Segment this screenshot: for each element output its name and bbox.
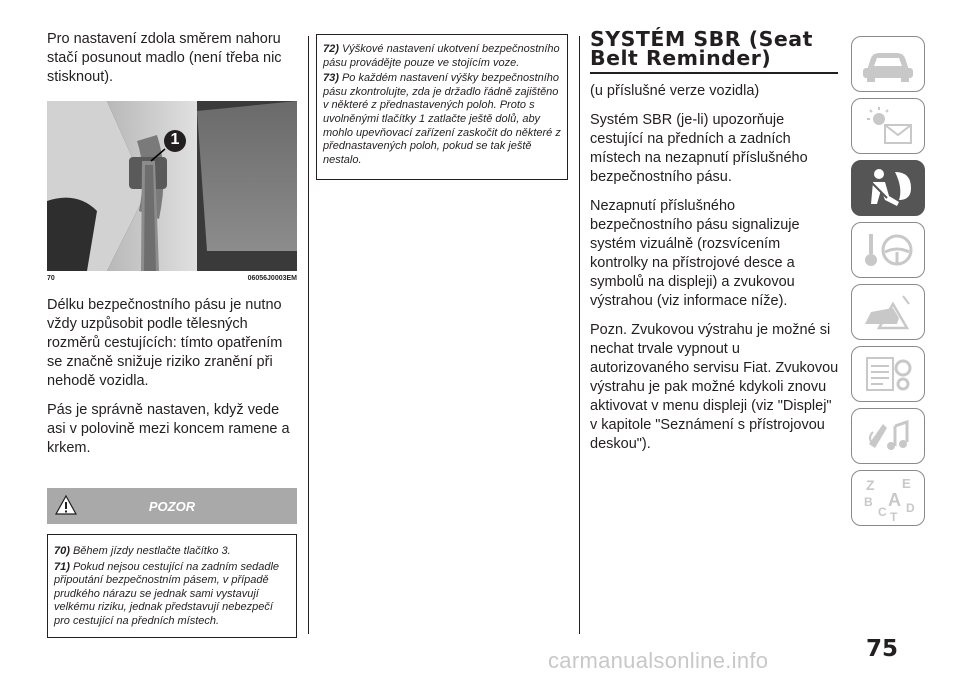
tab-index[interactable] <box>851 470 925 526</box>
tab-car[interactable] <box>851 36 925 92</box>
note-number: 71) <box>54 560 70 573</box>
column-divider <box>308 36 309 634</box>
chapter-tabs <box>851 36 927 532</box>
tab-starting-driving[interactable] <box>851 222 925 278</box>
body-paragraph: Délku bezpečnostního pásu je nutno vždy uzpůsobit podle tělesných rozměrů cestujících: tímto opatřením se značně snižuje riziko zranění při nehodě vozidla. <box>47 297 283 389</box>
car-icon <box>859 44 917 84</box>
body-paragraph: Nezapnutí příslušného bezpečnostního pásu signalizuje systém vizuálně (rozsvícením kontrolky na přístrojové desce a symbolů na displeji) a zvukovou výstrahou (viz informace níže). <box>590 198 800 309</box>
index-letter: C <box>878 505 887 519</box>
body-paragraph: Pás je správně nastaven, když vede asi v polovině mezi koncem ramene a krkem. <box>47 402 290 456</box>
note-item <box>323 72 561 167</box>
note-text: Pokud nejsou cestující na zadním sedadle připoutání bezpečnostním pásem, v případě prudkého nárazu se jednak sami vystavují velkému riziku, jednak představují nebezpečí pro cestující na předních místech. <box>54 560 280 627</box>
accident-icon <box>859 290 917 334</box>
index-letter: Z <box>866 477 875 493</box>
left-column <box>47 30 297 638</box>
tab-emergency[interactable] <box>851 284 925 340</box>
middle-column <box>316 34 568 180</box>
multimedia-icon <box>859 414 917 458</box>
figure-number: 70 <box>47 275 55 282</box>
tab-maintenance[interactable] <box>851 346 925 402</box>
photo-illustration <box>47 101 297 271</box>
note-number: 70) <box>54 545 70 557</box>
note-text: Výškové nastavení ukotvení bezpečnostního pásu provádějte pouze ve stojícím voze. <box>323 43 560 69</box>
figure-code: 06056J0003EM <box>247 275 297 282</box>
alphabetical-index-icon <box>858 474 918 522</box>
warning-notes-box <box>47 534 297 638</box>
index-letter: D <box>906 501 915 515</box>
warning-header <box>47 488 297 524</box>
index-letter: E <box>902 476 911 491</box>
body-paragraph: Systém SBR (je-li) upozorňuje cestující na předních a zadních místech na nezapnutí příslušného bezpečnostního pásu. <box>590 112 808 185</box>
note-item <box>54 561 290 629</box>
note-number: 72) <box>323 43 339 55</box>
note-item <box>54 545 290 559</box>
section-heading <box>590 27 840 70</box>
note-item <box>323 43 561 70</box>
body-paragraph: Pozn. Zvukovou výstrahu je možné si nechat trvale vypnout u autorizovaného servisu Fiat. Zvukovou výstrahu je pak možné kdykoli znovu aktivovat v menu displeji (viz "Displej" v kapitole "Seznámení s přístrojovou deskou"). <box>590 322 839 452</box>
tab-warning-lights[interactable] <box>851 98 925 154</box>
section-heading-line: SYSTÉM SBR (Seat <box>590 27 813 51</box>
tab-multimedia[interactable] <box>851 408 925 464</box>
warning-title: POZOR <box>148 499 196 514</box>
heading-underline <box>590 72 838 74</box>
callout-number: 1 <box>170 131 180 148</box>
page-number: 75 <box>866 636 899 662</box>
warning-notes-box <box>316 34 568 180</box>
column-divider <box>579 36 580 634</box>
note-text: Během jízdy nestlačte tlačítko 3. <box>72 545 231 557</box>
intro-paragraph: Pro nastavení zdola směrem nahoru stačí posunout madlo (není třeba nic stisknout). <box>47 31 282 85</box>
index-letter: A <box>888 490 901 510</box>
note-number: 73) <box>323 72 339 85</box>
section-heading-line: Belt Reminder) <box>590 46 772 70</box>
index-letter: T <box>890 510 898 522</box>
warning-lights-icon <box>859 105 917 147</box>
key-steering-wheel-icon <box>859 228 917 272</box>
watermark: carmanualsonline.info <box>548 648 769 673</box>
figure-caption <box>47 275 297 282</box>
index-letter: B <box>864 495 873 509</box>
seatbelt-height-adjuster-photo <box>47 101 297 271</box>
tab-safety[interactable] <box>851 160 925 216</box>
maintenance-icon <box>859 352 917 396</box>
body-paragraph: (u příslušné verze vozidla) <box>590 83 760 99</box>
right-column <box>590 27 840 464</box>
seatbelt-airbag-icon <box>859 166 917 210</box>
note-text: Po každém nastavení výšky bezpečnostního pásu zkontrolujte, zda je držadlo řádně zajištěno v některé z přednastavených poloh. Proto s uvolněnými tlačítky 1 zatlačte ještě dolů, aby mohlo upevňovací zařízení zaskočit do některé z přednastavených poloh, pokud se tak ještě nestalo. <box>323 72 561 166</box>
